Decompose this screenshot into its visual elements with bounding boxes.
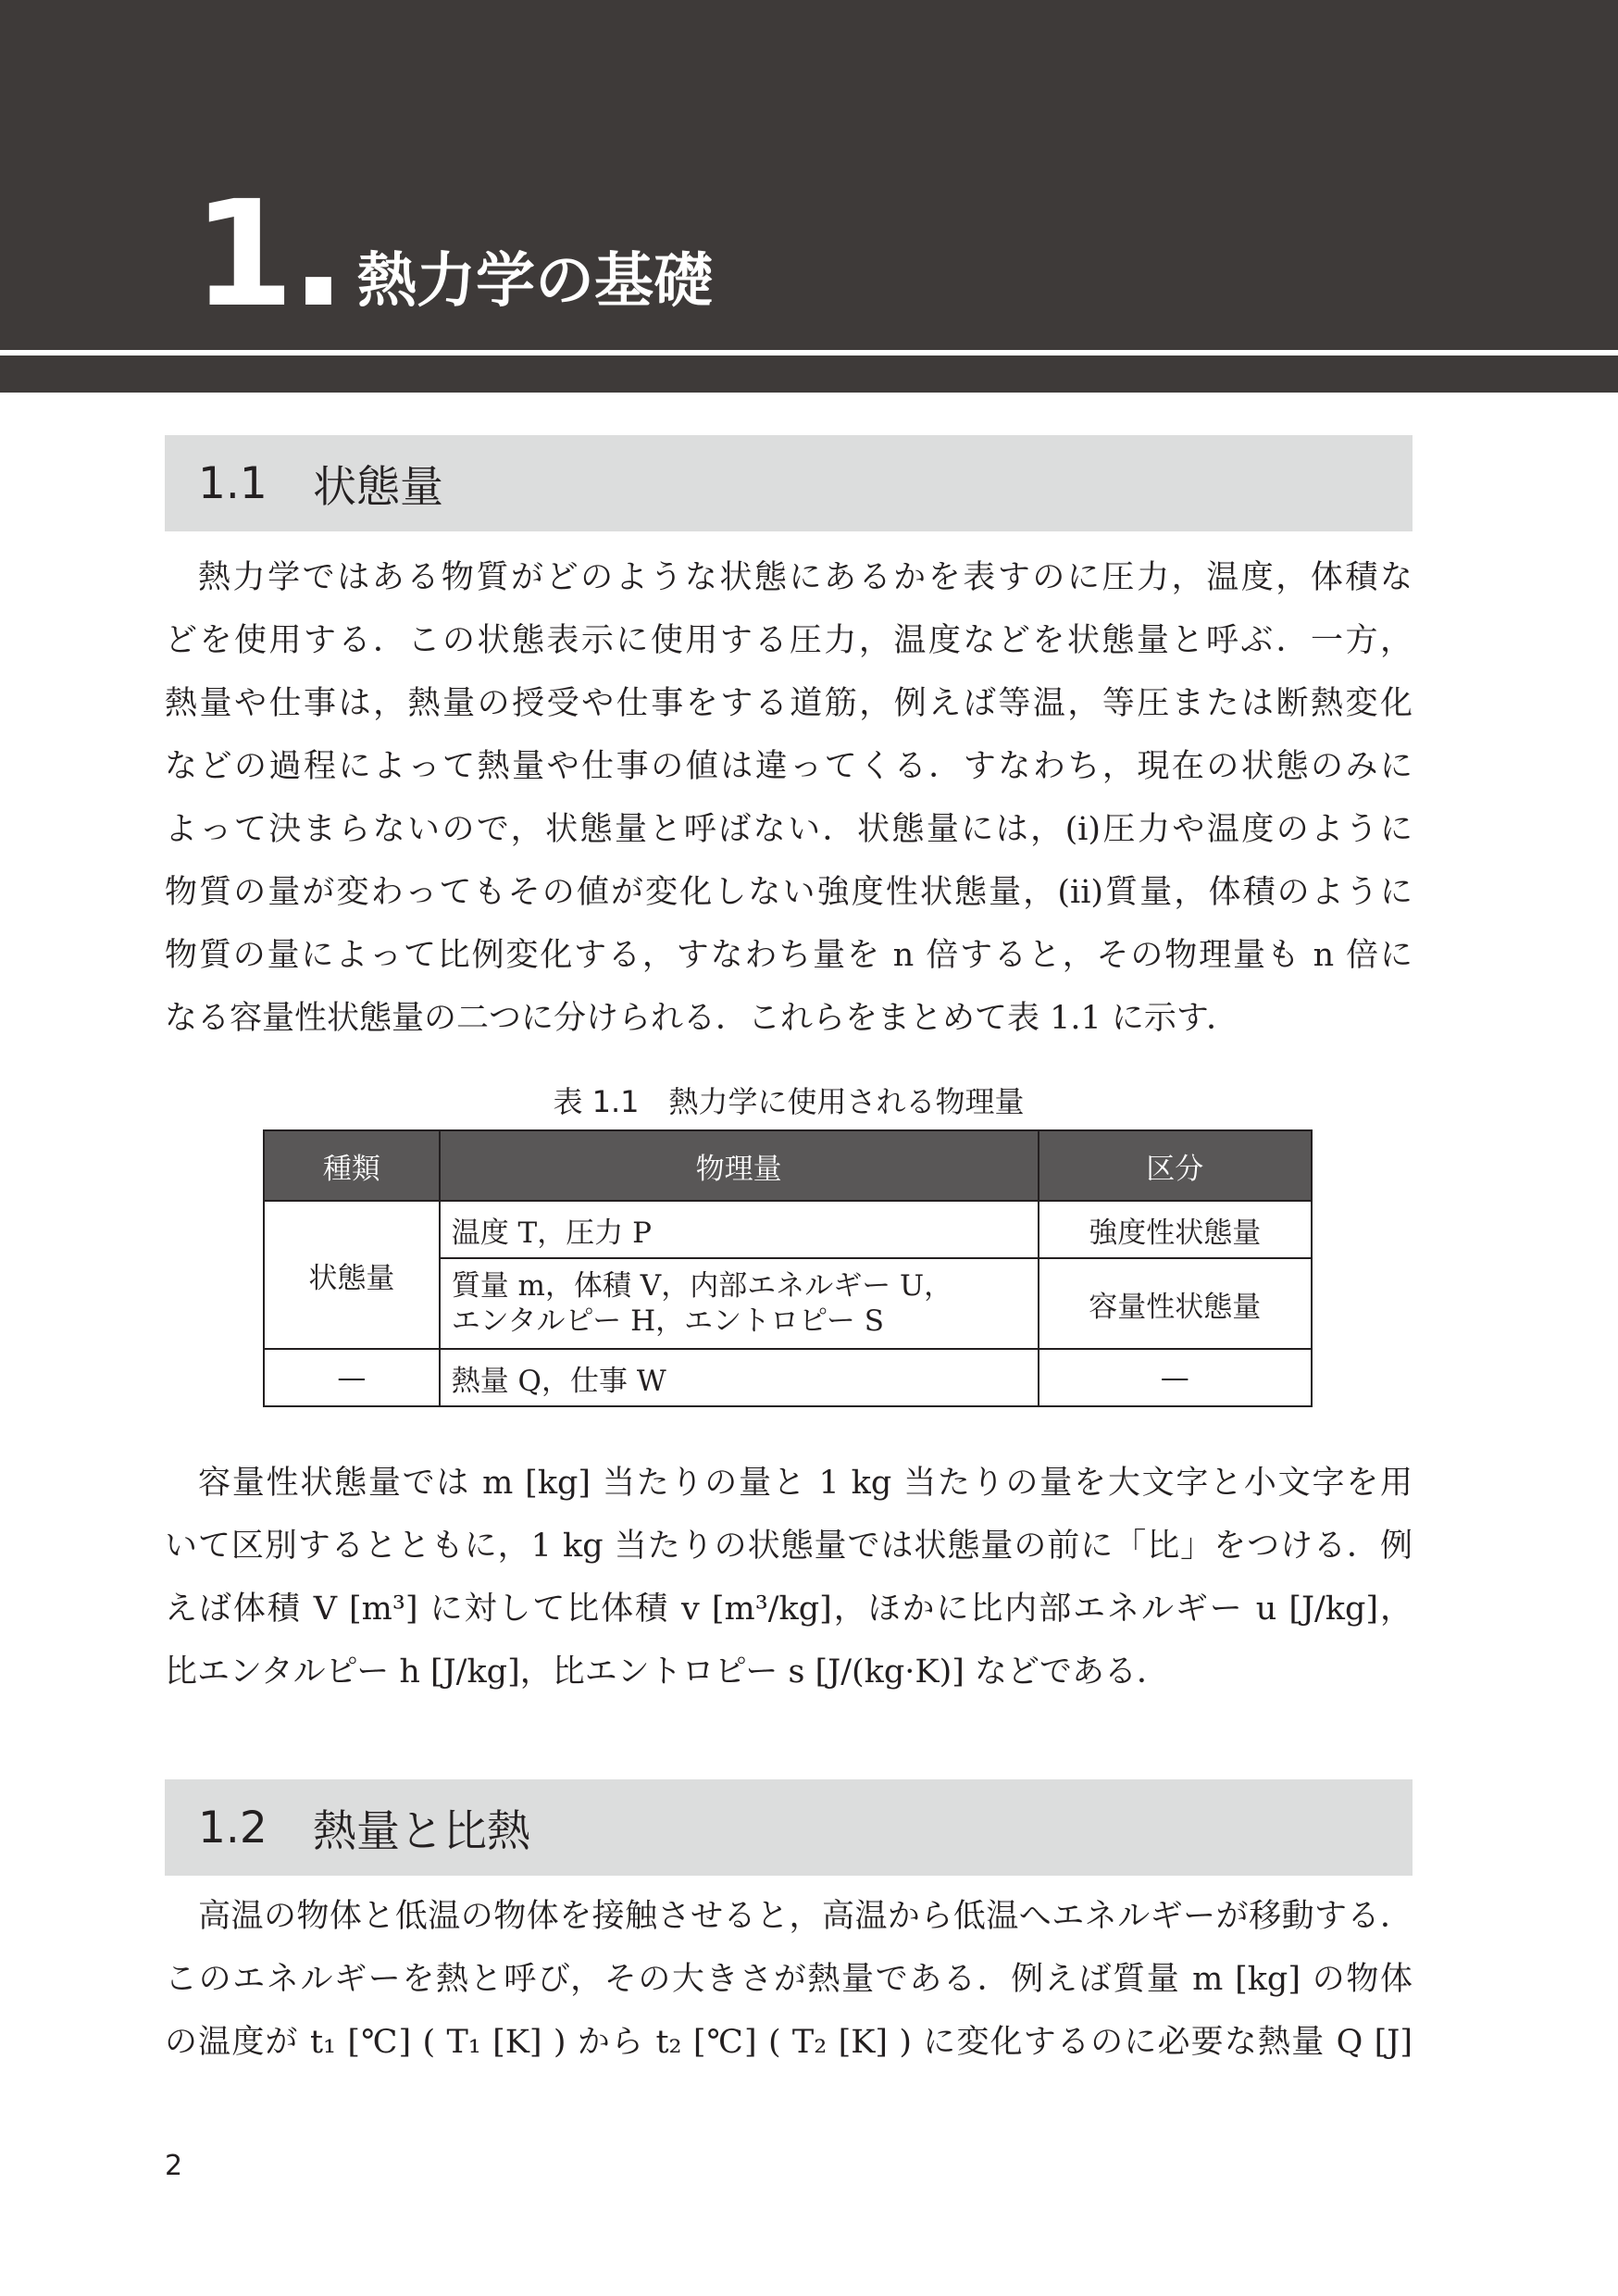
physical-quantities-table (263, 1129, 1313, 1407)
chapter-title: 熱力学の基礎 (357, 247, 713, 316)
text-line: 熱量や仕事は，熱量の授受や仕事をする道筋，例えば等温，等圧または断熱変化 (165, 685, 1413, 722)
table-caption: 表 1.1 熱力学に使用される物理量 (553, 1084, 1025, 1119)
text-line: の温度が t₁ [℃] ( T₁ [K] ) から t₂ [℃] ( T₂ [K] ) に変化するのに必要な熱量 Q [J] (165, 2024, 1413, 2061)
text-line: 容量性状態量では m [kg] 当たりの量と 1 kg 当たりの量を大文字と小文字を用 (198, 1465, 1413, 1502)
cell-kind-state: 状態量 (264, 1201, 440, 1349)
page-number: 2 (165, 2150, 183, 2182)
table-row (264, 1201, 1312, 1258)
paragraph-specific-quantities (165, 1452, 1413, 1703)
cell-quantity-line: 質量 m，体積 V，内部エネルギー U， (451, 1269, 953, 1303)
chapter-banner (0, 0, 1618, 393)
text-line: いて区別するとともに，1 kg 当たりの状態量では状態量の前に「比」をつける．例 (165, 1528, 1413, 1565)
text-line: 熱力学ではある物質がどのような状態にあるかを表すのに圧力，温度，体積な (198, 559, 1413, 596)
header-category: 区分 (1039, 1130, 1313, 1201)
text-line: 比エンタルピー h [J/kg]，比エントロピー s [J/(kg·K)] などである． (165, 1653, 1170, 1691)
cell-quantity: 温度 T，圧力 P (440, 1201, 1039, 1258)
cell-quantity: 熱量 Q，仕事 W (440, 1349, 1039, 1406)
cell-kind: — (264, 1349, 440, 1406)
cell-category: 容量性状態量 (1039, 1258, 1313, 1349)
header-quantity: 物理量 (440, 1130, 1039, 1201)
section-number: 1.2 (198, 1802, 268, 1853)
cell-category: — (1039, 1349, 1313, 1406)
text-line: などの過程によって熱量や仕事の値は違ってくる．すなわち，現在の状態のみに (165, 748, 1413, 785)
paragraph-heat-quantity (165, 1885, 1413, 2074)
text-line: 物質の量によって比例変化する，すなわち量を n 倍すると，その物理量も n 倍に (165, 937, 1413, 974)
section-1-2-heading (165, 1779, 1413, 1876)
table-row (264, 1349, 1312, 1406)
section-number: 1.1 (198, 457, 268, 509)
cell-quantity-line: エンタルピー H，エントロピー S (451, 1304, 884, 1338)
table-header-row (264, 1130, 1312, 1201)
text-line: えば体積 V [m³] に対して比体積 v [m³/kg]，ほかに比内部エネルギー u [J/kg]， (165, 1591, 1413, 1628)
section-title: 状態量 (313, 461, 443, 513)
text-line: なる容量性状態量の二つに分けられる．これらをまとめて表 1.1 に示す． (165, 1000, 1239, 1037)
text-line: どを使用する．この状態表示に使用する圧力，温度などを状態量と呼ぶ．一方， (165, 622, 1413, 659)
section-title: 熱量と比熱 (313, 1805, 530, 1857)
cell-category: 強度性状態量 (1039, 1201, 1313, 1258)
cell-quantity (440, 1258, 1039, 1349)
section-1-1-heading (165, 435, 1413, 531)
text-line: 物質の量が変わってもその値が変化しない強度性状態量，(ii)質量，体積のように (165, 874, 1413, 911)
header-kind: 種類 (264, 1130, 440, 1201)
banner-rule (0, 350, 1618, 356)
chapter-number: 1. (193, 169, 342, 340)
text-line: 高温の物体と低温の物体を接触させると，高温から低温へエネルギーが移動する． (198, 1898, 1413, 1935)
text-line: よって決まらないので，状態量と呼ばない．状態量には，(i)圧力や温度のように (165, 811, 1413, 848)
paragraph-state-quantities (165, 546, 1413, 1050)
text-line: このエネルギーを熱と呼び，その大きさが熱量である．例えば質量 m [kg] の物体 (165, 1961, 1413, 1998)
